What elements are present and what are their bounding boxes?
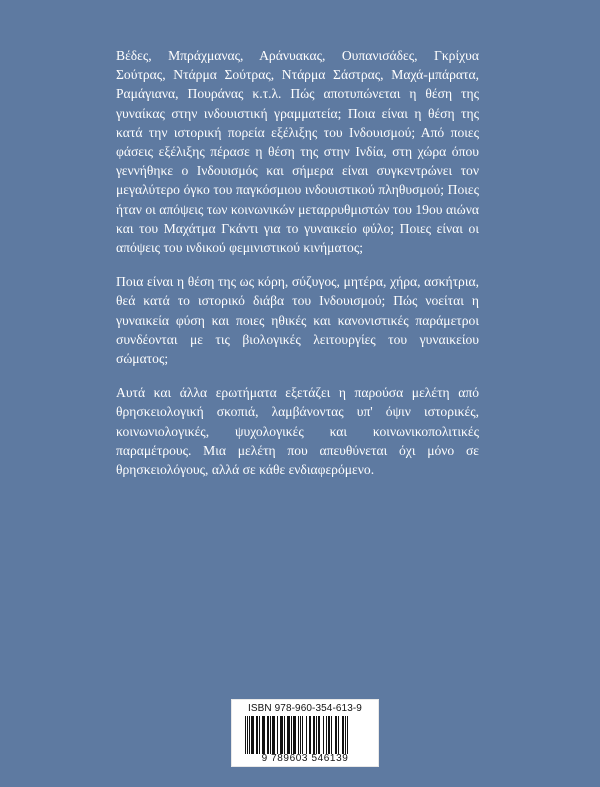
paragraph-2: Ποια είναι η θέση της ως κόρη, σύζυγος, μητέρα, χήρα, ασκήτρια, θεά κατά το ιστορικό διάβα του Ινδουισμού; Πώς νοείται η γυναικεία φύση και ποιες ηθικές και κανονιστικές παράμετροι συνδέονται με τις βιολογικές λειτουργίες του γυναικείου σώματος; [116,274,479,367]
isbn-barcode [231,699,379,767]
barcode-bars [243,716,367,754]
barcode-digits: 9 789603 546139 [261,753,349,764]
isbn-label: ISBN 978-960-354-613-9 [248,703,362,714]
back-cover-text [116,46,479,494]
paragraph-1: Βέδες, Μπράχμανας, Αράνυακας, Ουπανισάδες, Γκρίχυα Σούτρας, Ντάρμα Σούτρας, Ντάρμα Σάστρας, Μαχά-μπάρατα, Ραμάγιανα, Πουράνας κ.τ.λ. Πώς αποτυπώνεται η θέση της γυναίκας στην ινδουιστική γραμματεία; Ποια είναι η θέση της κατά την ιστορική πορεία εξέλιξης του Ινδουισμού; Από ποιες φάσεις εξέλιξης πέρασε η θέση της στην Ινδία, στη χώρα όπου γεννήθηκε ο Ινδουισμός και σήμερα είναι συγκεντρώνει τον μεγαλύτερο όγκο του παγκόσμιου ινδουιστικού πληθυσμού; Ποιες ήταν οι απόψεις των κοινωνικών μεταρρυθμιστών του 19ου αιώνα και του Μαχάτμα Γκάντι για το γυναικείο φύλο; Ποιες είναι οι απόψεις του ινδικού φεμινιστικού κινήματος; [116,48,479,256]
paragraph-3: Αυτά και άλλα ερωτήματα εξετάζει η παρούσα μελέτη από θρησκειολογική σκοπιά, λαμβάνοντας υπ' όψιν ιστορικές, κοινωνιολογικές, ψυχολογικές και κοινωνικοπολιτικές παραμέτρους. Μια μελέτη που απευθύνεται όχι μόνο σε θρησκειολόγους, αλλά σε κάθε ενδιαφερόμενο. [116,385,479,478]
